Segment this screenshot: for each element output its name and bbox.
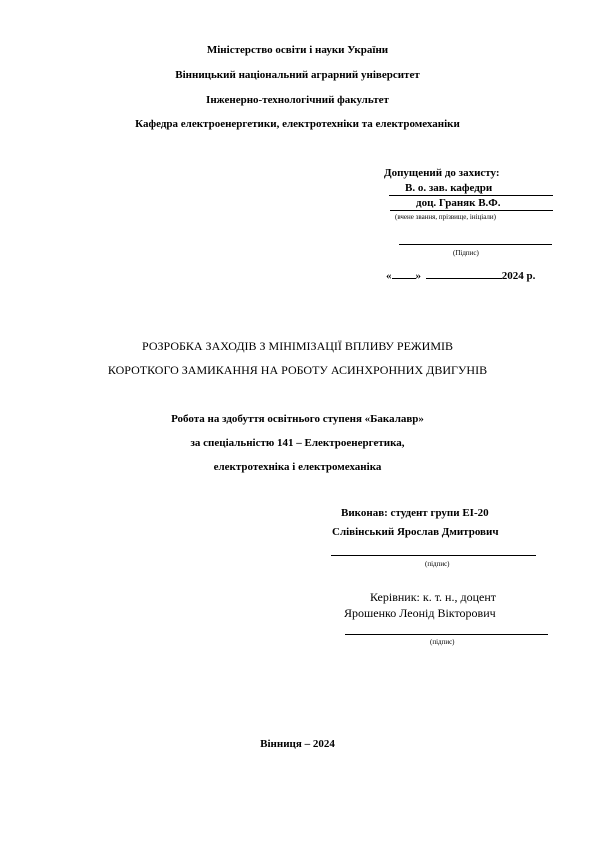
signature-hint: (Підпис) bbox=[453, 249, 479, 257]
head-name-field bbox=[390, 197, 553, 209]
head-name-text: доц. Граняк В.Ф. bbox=[416, 197, 501, 209]
position-text: В. о. зав. кафедри bbox=[405, 182, 493, 194]
head-name-underline bbox=[390, 210, 553, 211]
position-field bbox=[389, 182, 553, 194]
date-year: 2024 р. bbox=[501, 270, 536, 282]
month-blank bbox=[426, 268, 502, 279]
approval-date bbox=[386, 268, 535, 282]
university-heading: Вінницький національний аграрний університет bbox=[175, 69, 420, 81]
supervisor-role: Керівник: к. т. н., доцент bbox=[370, 590, 496, 604]
specialty-line-continued: електротехніка і електромеханіка bbox=[213, 461, 382, 473]
signature-line bbox=[399, 244, 552, 245]
admitted-label: Допущений до захисту: bbox=[384, 167, 500, 179]
supervisor-signature-line bbox=[345, 634, 548, 635]
position-underline bbox=[389, 195, 553, 196]
student-signature-line bbox=[331, 555, 536, 556]
supervisor-name: Ярошенко Леонід Вікторович bbox=[344, 606, 496, 620]
city-year: Вінниця – 2024 bbox=[260, 738, 335, 750]
department-heading: Кафедра електроенергетики, електротехніки та електромеханіки bbox=[135, 118, 460, 130]
date-close-quote: » bbox=[415, 270, 421, 282]
supervisor-signature-hint: (підпис) bbox=[430, 638, 455, 646]
name-hint: (вчене звання, прізвище, ініціали) bbox=[395, 213, 496, 221]
student-signature-hint: (підпис) bbox=[425, 560, 450, 568]
student-name: Слівінський Ярослав Дмитрович bbox=[332, 526, 499, 538]
ministry-heading: Міністерство освіти і науки України bbox=[206, 44, 389, 56]
faculty-heading: Інженерно-технологічний факультет bbox=[206, 94, 389, 106]
thesis-title-line2: КОРОТКОГО ЗАМИКАННЯ НА РОБОТУ АСИНХРОННИХ ДВИГУНІВ bbox=[107, 363, 488, 377]
thesis-title-line1: РОЗРОБКА ЗАХОДІВ З МІНІМІЗАЦІЇ ВПЛИВУ РЕЖИМІВ bbox=[142, 339, 453, 353]
degree-line: Робота на здобуття освітнього ступеня «Бакалавр» bbox=[171, 413, 424, 425]
performed-by: Виконав: студент групи ЕІ-20 bbox=[341, 507, 489, 519]
day-blank bbox=[392, 268, 416, 279]
specialty-line: за спеціальністю 141 – Електроенергетика, bbox=[190, 437, 405, 449]
date-open-quote: « bbox=[386, 270, 392, 282]
